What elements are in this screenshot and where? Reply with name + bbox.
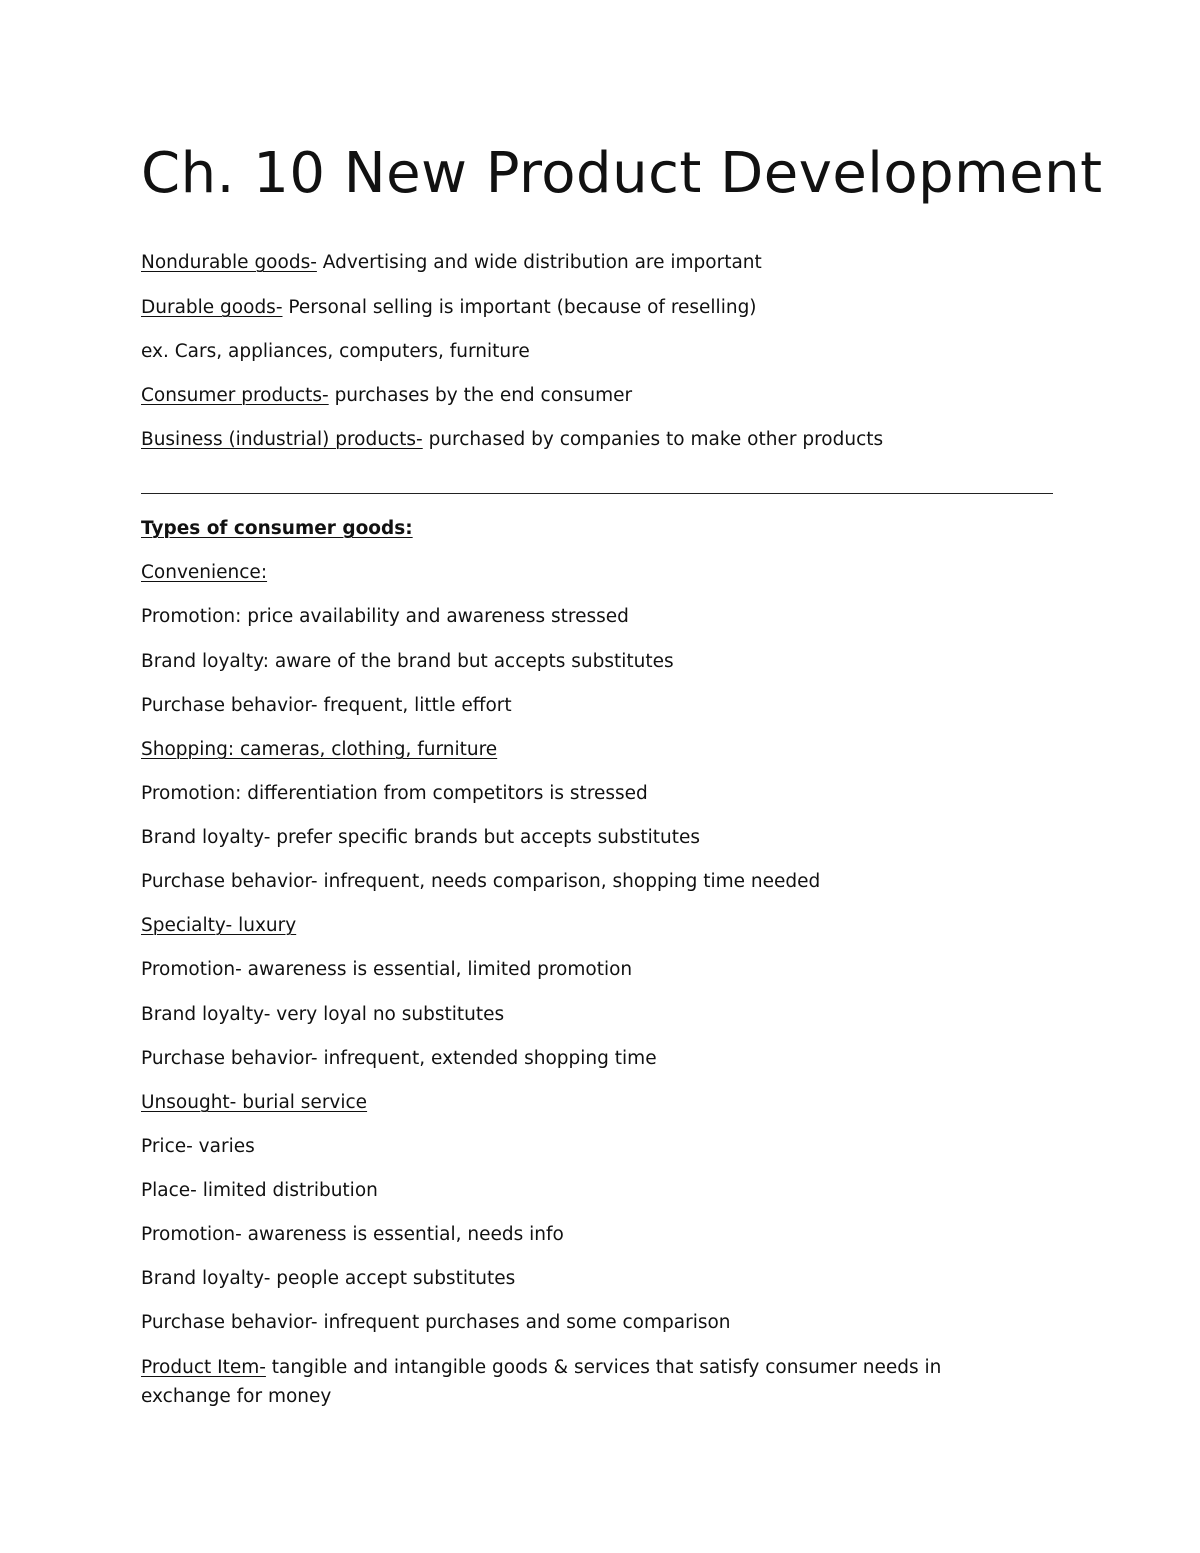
- definition-consumer-products: [141, 384, 632, 408]
- specialty-promotion: Promotion- awareness is essential, limited promotion: [141, 959, 633, 980]
- term-label: Durable goods-: [141, 297, 283, 318]
- shopping-purchase-behavior: Purchase behavior- infrequent, needs comparison, shopping time needed: [141, 871, 821, 892]
- specialty-purchase-behavior: Purchase behavior- infrequent, extended shopping time: [141, 1048, 657, 1069]
- definition-nondurable-goods: [141, 251, 762, 275]
- convenience-promotion: Promotion: price availability and awareness stressed: [141, 606, 629, 627]
- definition-text: purchased by companies to make other products: [422, 429, 884, 450]
- heading-shopping: Shopping: cameras, clothing, furniture: [141, 739, 498, 760]
- term-label: Consumer products-: [141, 385, 329, 406]
- unsought-place: Place- limited distribution: [141, 1180, 378, 1201]
- unsought-purchase-behavior: Purchase behavior- infrequent purchases and some comparison: [141, 1312, 731, 1333]
- unsought-promotion: Promotion- awareness is essential, needs info: [141, 1224, 564, 1245]
- unsought-price: Price- varies: [141, 1136, 255, 1157]
- definition-durable-goods: [141, 296, 757, 320]
- shopping-promotion: Promotion: differentiation from competitors is stressed: [141, 783, 648, 804]
- section-heading-consumer-goods: Types of consumer goods:: [141, 518, 413, 539]
- definition-text: Personal selling is important (because of reselling): [282, 297, 757, 318]
- definition-business-products: [141, 428, 883, 452]
- definition-text: tangible and intangible goods & services that satisfy consumer needs in exchange for money: [141, 1357, 942, 1407]
- specialty-brand-loyalty: Brand loyalty- very loyal no substitutes: [141, 1004, 505, 1025]
- heading-specialty: Specialty- luxury: [141, 915, 297, 936]
- definition-product-item: [141, 1353, 1021, 1411]
- definition-text: ex. Cars, appliances, computers, furniture: [141, 341, 530, 362]
- definition-text: Advertising and wide distribution are important: [316, 252, 762, 273]
- heading-unsought: Unsought- burial service: [141, 1092, 368, 1113]
- durable-goods-examples: [141, 340, 530, 364]
- unsought-brand-loyalty: Brand loyalty- people accept substitutes: [141, 1268, 516, 1289]
- term-label: Business (industrial) products-: [141, 429, 423, 450]
- horizontal-divider: [141, 493, 1053, 494]
- shopping-brand-loyalty: Brand loyalty- prefer specific brands but accepts substitutes: [141, 827, 701, 848]
- definition-text: purchases by the end consumer: [328, 385, 633, 406]
- term-label: Nondurable goods-: [141, 252, 317, 273]
- convenience-brand-loyalty: Brand loyalty: aware of the brand but accepts substitutes: [141, 651, 674, 672]
- convenience-purchase-behavior: Purchase behavior- frequent, little effort: [141, 695, 512, 716]
- page-title: Ch. 10 New Product Development: [141, 141, 1103, 206]
- term-label: Product Item-: [141, 1357, 266, 1378]
- heading-convenience: Convenience:: [141, 562, 268, 583]
